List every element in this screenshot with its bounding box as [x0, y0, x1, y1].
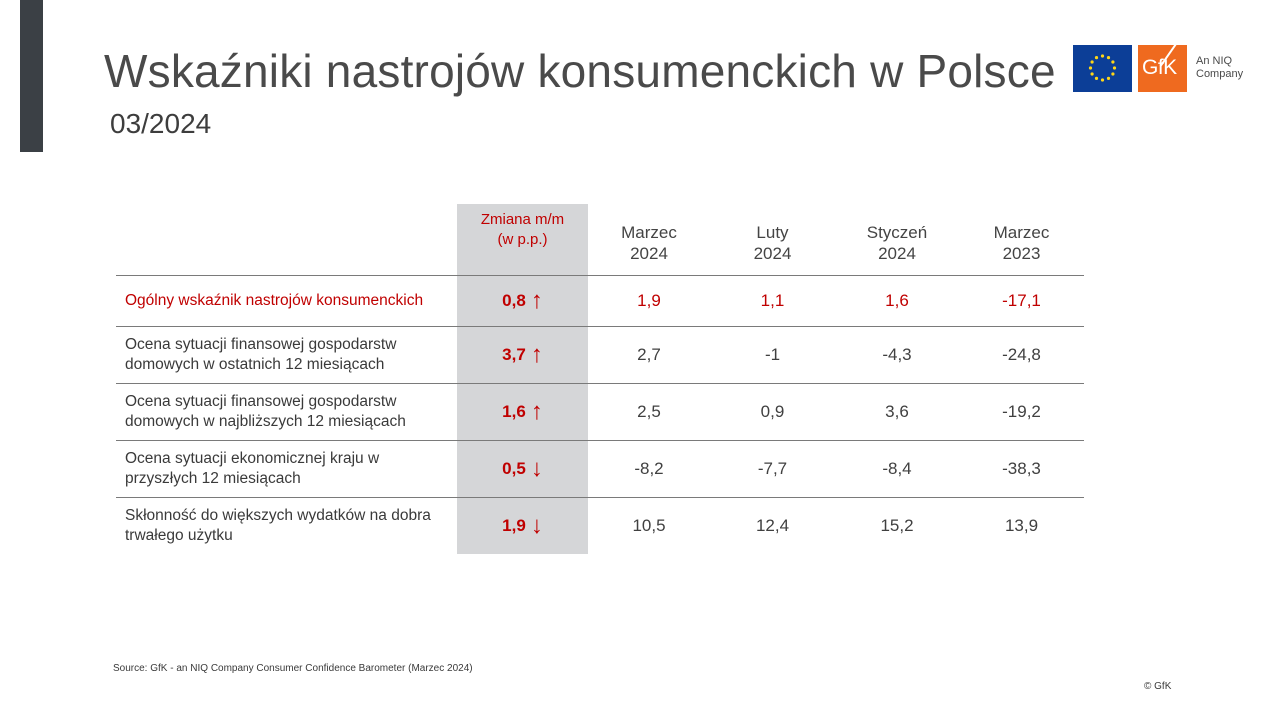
- row-value: -38,3: [1002, 459, 1041, 478]
- niq-line-2: Company: [1196, 68, 1244, 80]
- row-change: [457, 384, 588, 440]
- table-header-row: [116, 204, 1084, 276]
- row-value: 1,6: [885, 291, 909, 310]
- niq-line-1: An NIQ: [1196, 55, 1233, 67]
- table-row: [116, 441, 1084, 497]
- row-change-value: 1,9: [502, 516, 526, 535]
- header-col3-line2: 2024: [878, 244, 916, 263]
- table-row: [116, 498, 1084, 554]
- row-change: [457, 498, 588, 554]
- copyright-note: © GfK: [1144, 681, 1172, 692]
- arrow-up-icon: ↑: [530, 287, 543, 314]
- arrow-down-icon: ↓: [530, 455, 543, 482]
- header-col1-line1: Marzec: [621, 223, 677, 242]
- row-label: Ogólny wskaźnik nastrojów konsumenckich: [125, 292, 424, 309]
- row-value: -4,3: [882, 345, 912, 364]
- arrow-down-icon: ↓: [530, 512, 543, 539]
- arrow-up-icon: ↑: [530, 398, 543, 425]
- row-change-value: 3,7: [502, 345, 526, 364]
- niq-company-text: [1196, 55, 1243, 81]
- row-value: -8,4: [882, 459, 912, 478]
- row-value: 2,7: [637, 345, 661, 364]
- row-value: 12,4: [755, 516, 790, 535]
- header-col4-line2: 2023: [1002, 244, 1041, 263]
- table-row: [116, 327, 1084, 383]
- source-note: Source: GfK - an NIQ Company Consumer Confidence Barometer (Marzec 2024): [113, 663, 473, 674]
- row-change-value: 1,6: [502, 402, 526, 421]
- row-value: 2,5: [637, 402, 661, 421]
- row-change-value: 0,8: [502, 291, 526, 310]
- page-title: Wskaźniki nastrojów konsumenckich w Polsce: [104, 45, 1056, 97]
- row-value: 0,9: [760, 402, 785, 421]
- arrow-up-icon: ↑: [530, 341, 543, 368]
- row-value: -24,8: [1002, 345, 1041, 364]
- row-change: [457, 441, 588, 497]
- header-col4-line1: Marzec: [993, 223, 1050, 242]
- row-value: -1: [764, 345, 781, 364]
- page-subtitle: 03/2024: [110, 108, 212, 139]
- header-col3-line1: Styczeń: [866, 223, 928, 242]
- row-value: 3,6: [885, 402, 909, 421]
- row-change: [457, 276, 588, 326]
- row-value: 15,2: [880, 516, 914, 535]
- row-value: -17,1: [1002, 291, 1041, 310]
- header-col2-line2: 2024: [753, 244, 792, 263]
- table-row: [116, 384, 1084, 440]
- header-col1-line2: 2024: [630, 244, 668, 263]
- header-col2-line1: Luty: [756, 223, 789, 242]
- row-label: Ocena sytuacji finansowej gospodarstw domowych w najbliższych 12 miesiącach: [125, 393, 406, 430]
- row-value: -7,7: [757, 459, 788, 478]
- row-value: 10,5: [632, 516, 666, 535]
- row-label: Ocena sytuacji ekonomicznej kraju w przyszłych 12 miesiącach: [125, 450, 380, 487]
- row-value: -19,2: [1002, 402, 1041, 421]
- gfk-logo-text: GfK: [1142, 56, 1177, 79]
- row-label: Skłonność do większych wydatków na dobra trwałego użytku: [125, 507, 431, 544]
- gfk-logo: [1138, 45, 1187, 92]
- row-change: [457, 327, 588, 383]
- accent-bar: [20, 0, 43, 152]
- table-row: [116, 276, 1084, 326]
- row-change-value: 0,5: [502, 459, 526, 478]
- row-value: 1,9: [637, 291, 661, 310]
- header-change: Zmiana m/m (w p.p.): [480, 211, 565, 248]
- eu-stars-icon: [1073, 45, 1132, 92]
- row-value: 13,9: [1004, 516, 1039, 535]
- row-value: 1,1: [760, 291, 785, 310]
- row-value: -8,2: [634, 459, 664, 478]
- row-label: Ocena sytuacji finansowej gospodarstw domowych w ostatnich 12 miesiącach: [125, 336, 397, 373]
- eu-flag-logo: [1073, 45, 1132, 92]
